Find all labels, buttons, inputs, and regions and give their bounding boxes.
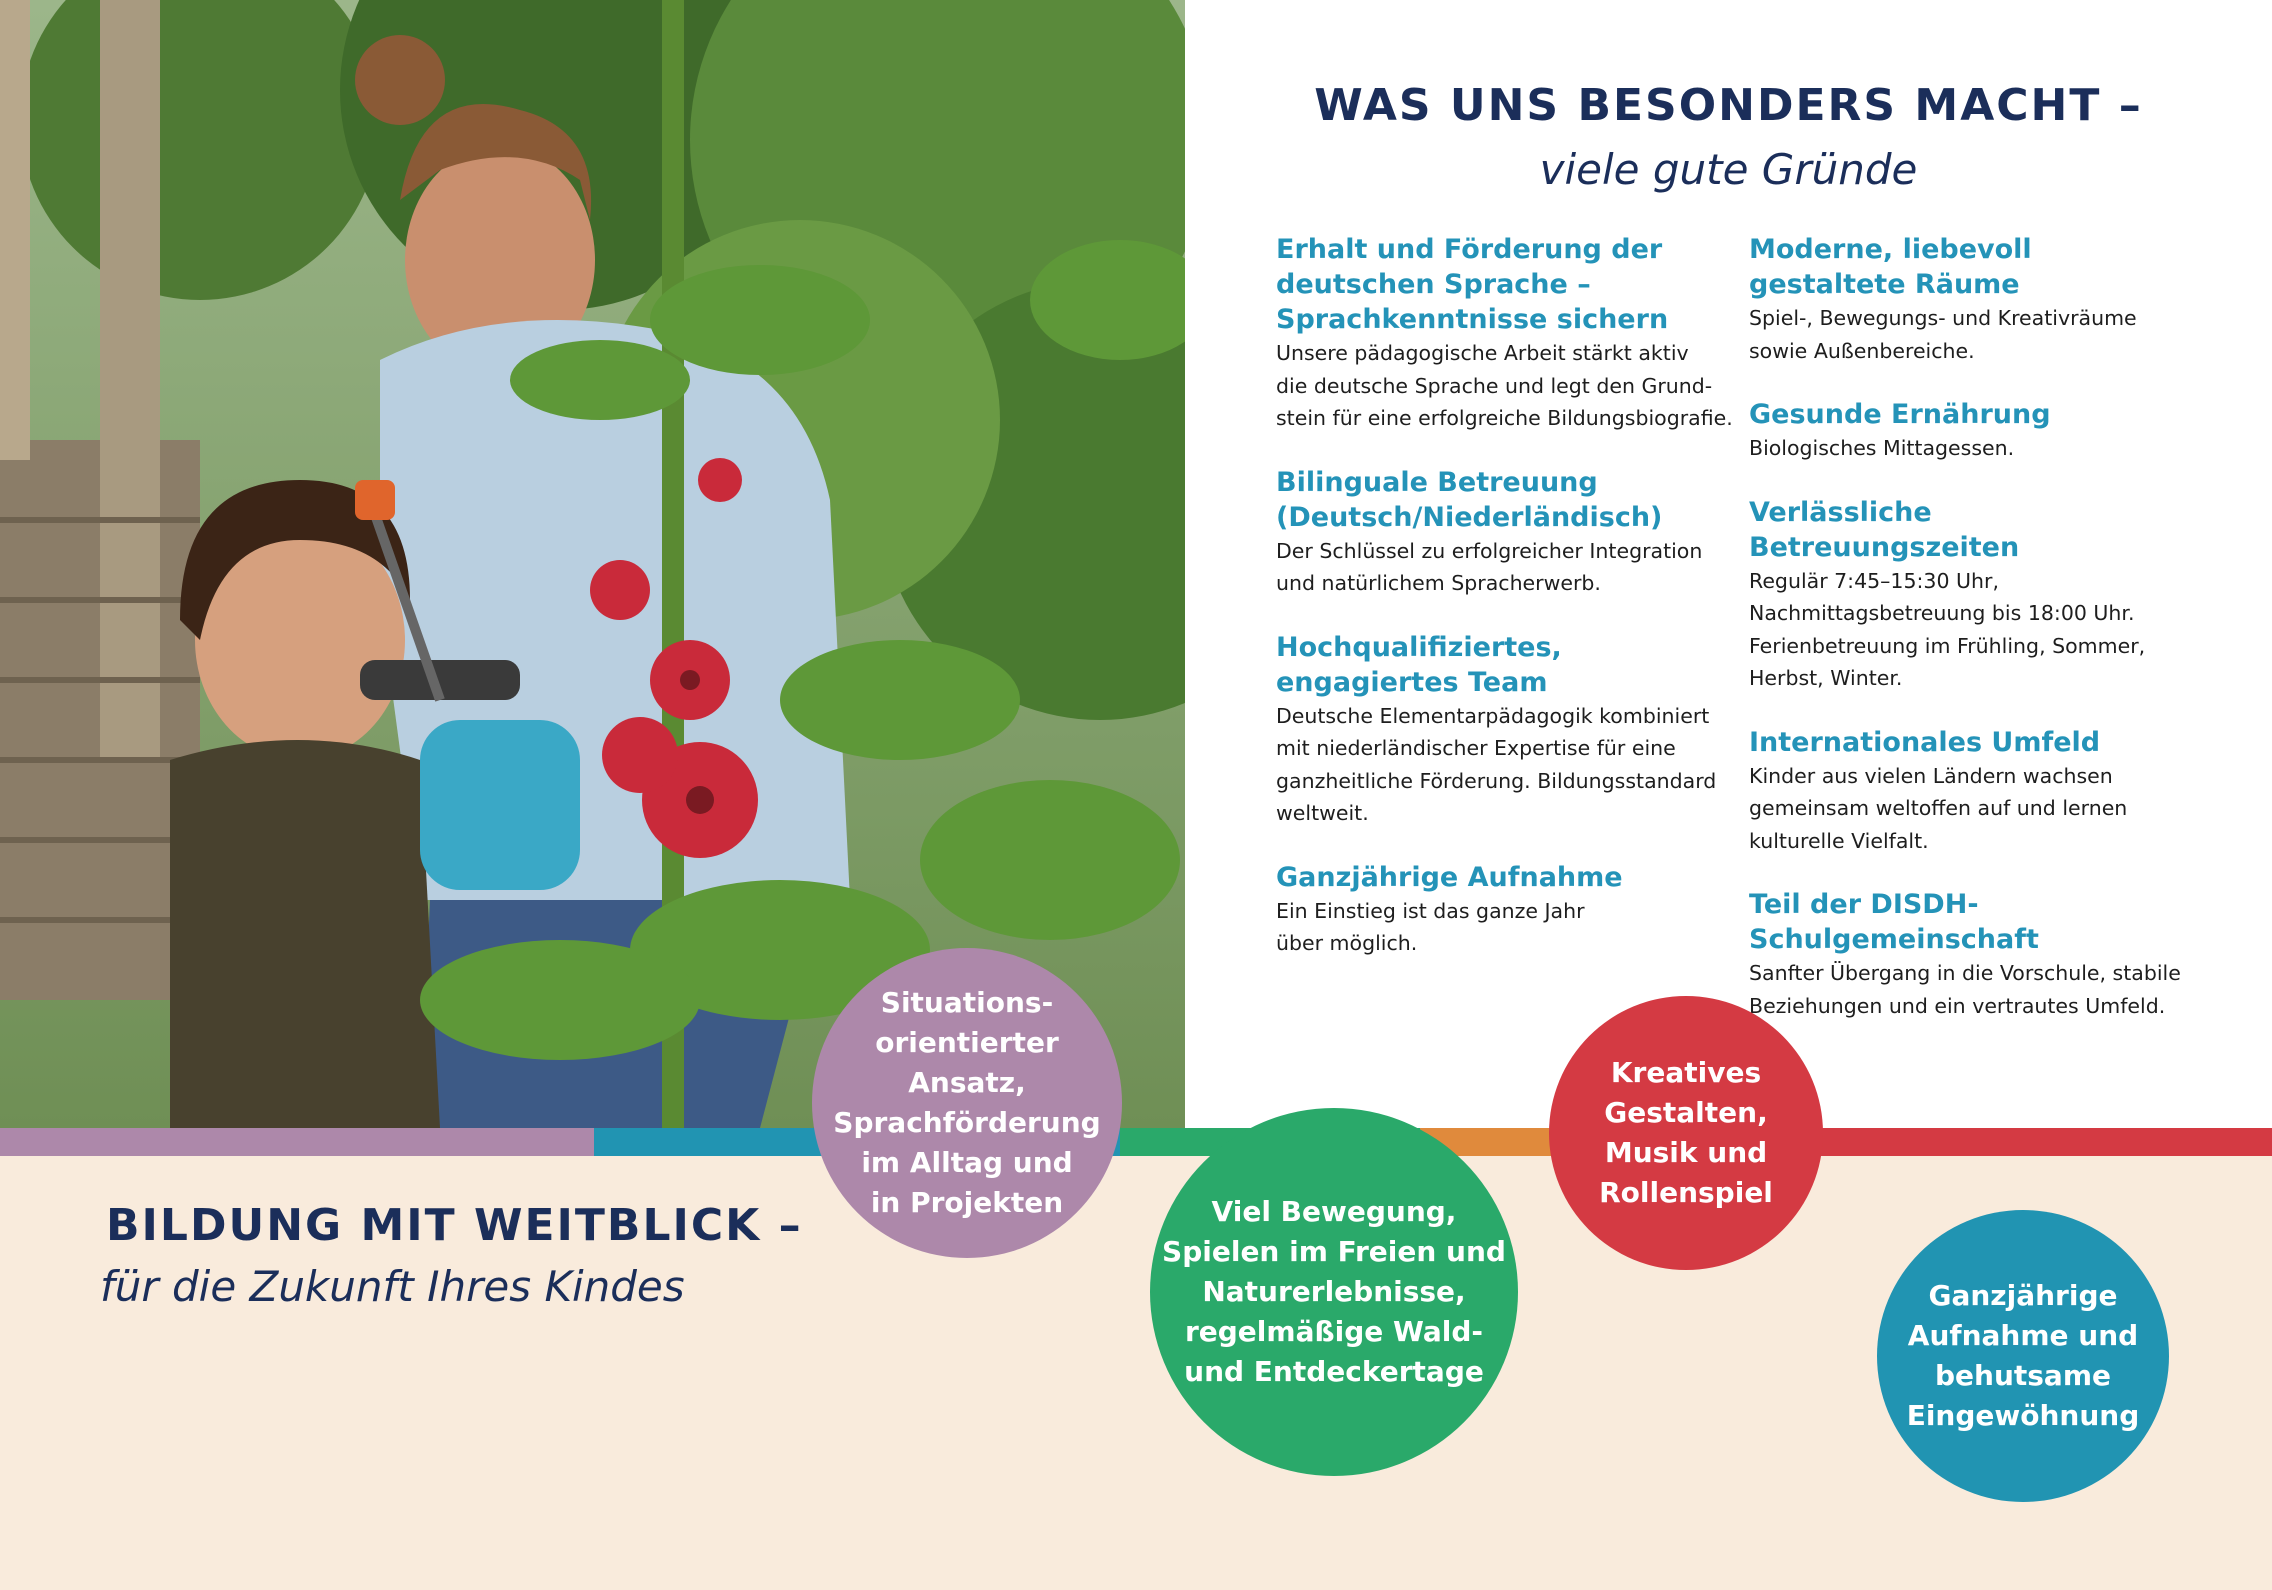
feature-title: Gesunde Ernährung (1749, 399, 2051, 430)
features-left-column (1276, 232, 1736, 990)
circle-text: Situations- orientierter Ansatz, Sprachförderung im Alltag und in Projekten (833, 986, 1101, 1219)
feature-item (1749, 887, 2209, 1022)
feature-body: Ein Einstieg ist das ganze Jahr über möglich. (1276, 898, 1585, 955)
feature-body: Kinder aus vielen Ländern wachsen gemeinsam weltoffen auf und lernen kulturelle Vielfalt. (1749, 763, 2128, 853)
features-right-column (1749, 232, 2209, 1052)
circle-year-round-admission (1877, 1210, 2169, 1502)
feature-item (1276, 232, 1736, 435)
feature-item (1276, 630, 1736, 830)
feature-item (1749, 397, 2209, 465)
feature-title: Verlässliche Betreuungszeiten (1749, 496, 2020, 563)
circle-text: Kreatives Gestalten, Musik und Rollenspiel (1599, 1056, 1773, 1209)
feature-body: Der Schlüssel zu erfolgreicher Integration und natürlichem Spracherwerb. (1276, 538, 1703, 595)
feature-title: Moderne, liebevoll gestaltete Räume (1749, 234, 2032, 300)
circle-situational-approach (812, 948, 1122, 1258)
feature-title: Teil der DISDH-Schulgemeinschaft (1749, 889, 2039, 955)
feature-body: Deutsche Elementarpädagogik kombiniert mit niederländischer Expertise für eine ganzheitliche Förderung. Bildungsstandard weltweit. (1276, 703, 1717, 825)
feature-title: Internationales Umfeld (1749, 726, 2101, 758)
feature-item (1276, 465, 1736, 600)
color-stripe-purple (0, 1128, 594, 1156)
circle-text: Ganzjährige Aufnahme und behutsame Eingewöhnung (1906, 1279, 2140, 1432)
feature-body: Unsere pädagogische Arbeit stärkt aktiv die deutsche Sprache und legt den Grund- stein für eine erfolgreiche Bildungsbiografie. (1276, 341, 1733, 430)
feature-body: Spiel-, Bewegungs- und Kreativräume sowie Außenbereiche. (1749, 306, 2137, 363)
feature-item (1749, 495, 2209, 695)
bottom-title: BILDUNG MIT WEITBLICK – (106, 1200, 803, 1251)
feature-title: Hochqualifiziertes, engagiertes Team (1276, 631, 1562, 698)
circle-text: Viel Bewegung, Spielen im Freien und Naturerlebnisse, regelmäßige Wald- und Entdeckertage (1162, 1195, 1506, 1388)
bottom-subtitle: für die Zukunft Ihres Kindes (100, 1262, 685, 1311)
feature-item (1276, 860, 1736, 960)
circle-creative-music (1549, 996, 1823, 1270)
feature-body: Biologisches Mittagessen. (1749, 436, 2015, 460)
section-title: WAS UNS BESONDERS MACHT – (1314, 80, 2143, 131)
feature-item (1749, 232, 2209, 367)
feature-body: Regulär 7:45–15:30 Uhr, Nachmittagsbetreuung bis 18:00 Uhr. Ferienbetreuung im Frühling, Sommer, Herbst, Winter. (1749, 568, 2146, 690)
feature-item (1749, 725, 2209, 858)
feature-title: Ganzjährige Aufnahme (1276, 861, 1623, 893)
section-heading (1185, 80, 2272, 194)
feature-body: Sanfter Übergang in die Vorschule, stabile Beziehungen und ein vertrautes Umfeld. (1749, 961, 2181, 1018)
feature-title: Erhalt und Förderung der deutschen Sprache – Sprachkenntnisse sichern (1276, 234, 1669, 335)
feature-title: Bilinguale Betreuung (Deutsch/Niederländisch) (1276, 466, 1663, 533)
section-subtitle: viele gute Gründe (1539, 145, 1918, 194)
circle-outdoor-play (1150, 1108, 1518, 1476)
